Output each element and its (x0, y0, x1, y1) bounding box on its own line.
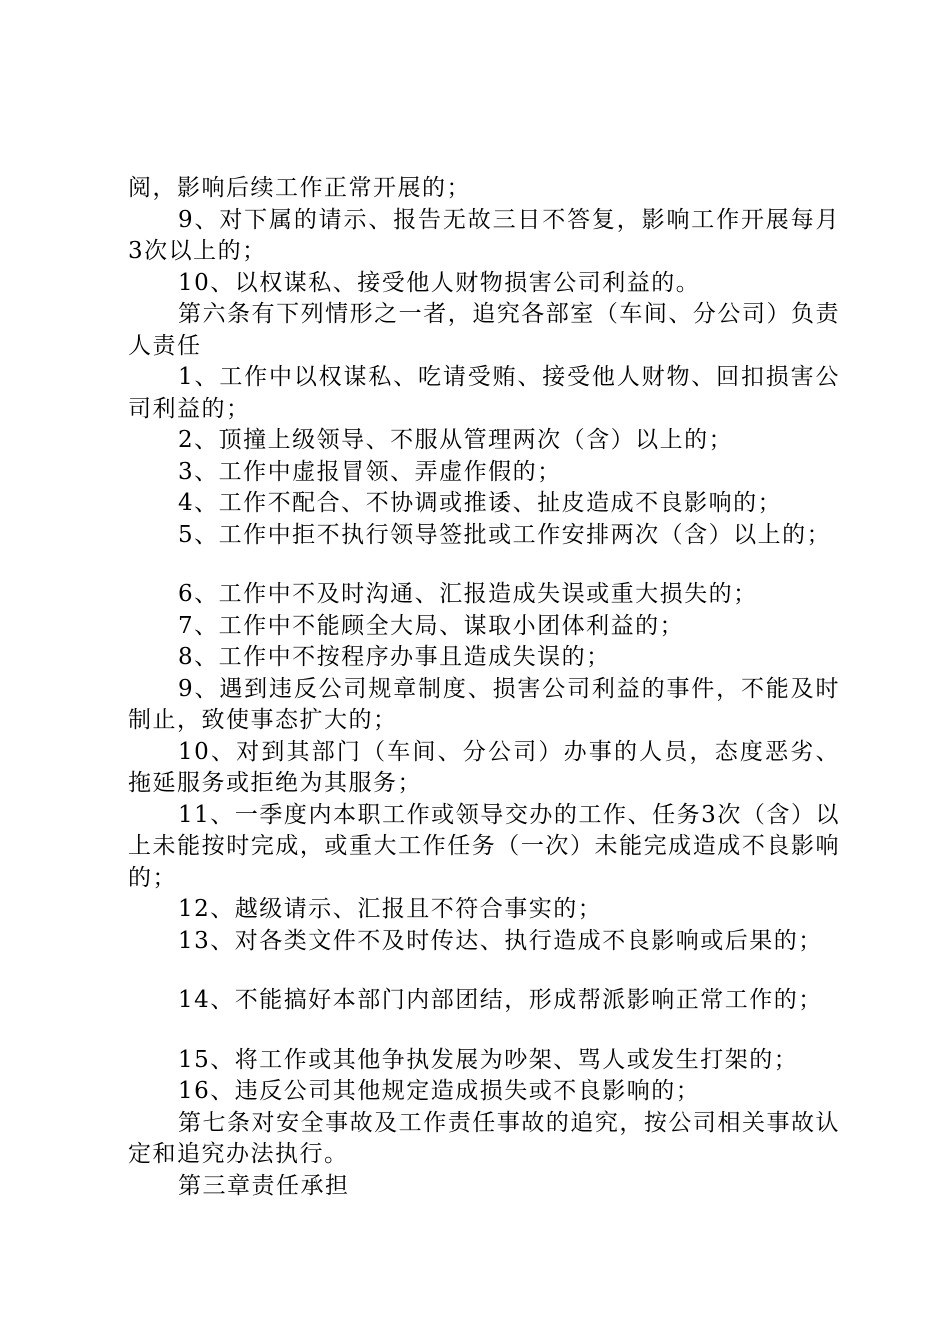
document-body (128, 173, 840, 1202)
article-6-item-12: 12、越级请示、汇报且不符合事实的； (178, 896, 603, 922)
article-6-item-16: 16、违反公司其他规定造成损失或不良影响的； (178, 1078, 701, 1104)
article-6-item-4: 4、工作不配合、不协调或推诿、扯皮造成不良影响的； (178, 490, 783, 516)
article-6-item-13: 13、对各类文件不及时传达、执行造成不良影响或后果的； (178, 927, 823, 954)
article-6-item-8: 8、工作中不按程序办事且造成失误的； (178, 644, 611, 670)
paragraph-continuation: 阅，影响后续工作正常开展的； (128, 175, 471, 201)
article-6-item-9: 9、遇到违反公司规章制度、损害公司利益的事件，不能及时制止，致使事态扩大的； (128, 675, 840, 733)
article-6-item-5: 5、工作中拒不执行领导签批或工作安排两次（含）以上的； (178, 521, 832, 548)
chapter-3-heading: 第三章责任承担 (178, 1172, 350, 1199)
article-6-item-2: 2、顶撞上级领导、不服从管理两次（含）以上的； (178, 427, 734, 453)
clause-item-10: 10、以权谋私、接受他人财物损害公司利益的。 (178, 269, 701, 296)
article-6-item-7: 7、工作中不能顾全大局、谋取小团体利益的； (178, 612, 685, 639)
article-6-item-15: 15、将工作或其他争执发展为吵架、骂人或发生打架的； (178, 1046, 799, 1073)
article-6-item-14: 14、不能搞好本部门内部团结，形成帮派影响正常工作的； (178, 987, 823, 1013)
clause-item-9: 9、对下属的请示、报告无故三日不答复，影响工作开展每月3次以上的； (128, 206, 840, 264)
article-6-item-6: 6、工作中不及时沟通、汇报造成失误或重大损失的； (178, 581, 758, 607)
article-6-heading: 第六条有下列情形之一者，追究各部室（车间、分公司）负责人责任 (128, 301, 840, 359)
article-6-item-10: 10、对到其部门（车间、分公司）办事的人员，态度恶劣、拖延服务或拒绝为其服务； (128, 738, 840, 796)
article-7-text: 第七条对安全事故及工作责任事故的追究，按公司相关事故认定和追究办法执行。 (128, 1109, 840, 1167)
article-6-item-11: 11、一季度内本职工作或领导交办的工作、任务3次（含）以上未能按时完成，或重大工作任务（一次）未能完成造成不良影响的； (128, 801, 840, 891)
article-6-item-1: 1、工作中以权谋私、吃请受贿、接受他人财物、回扣损害公司利益的； (128, 364, 840, 422)
article-6-item-3: 3、工作中虚报冒领、弄虚作假的； (178, 458, 562, 485)
